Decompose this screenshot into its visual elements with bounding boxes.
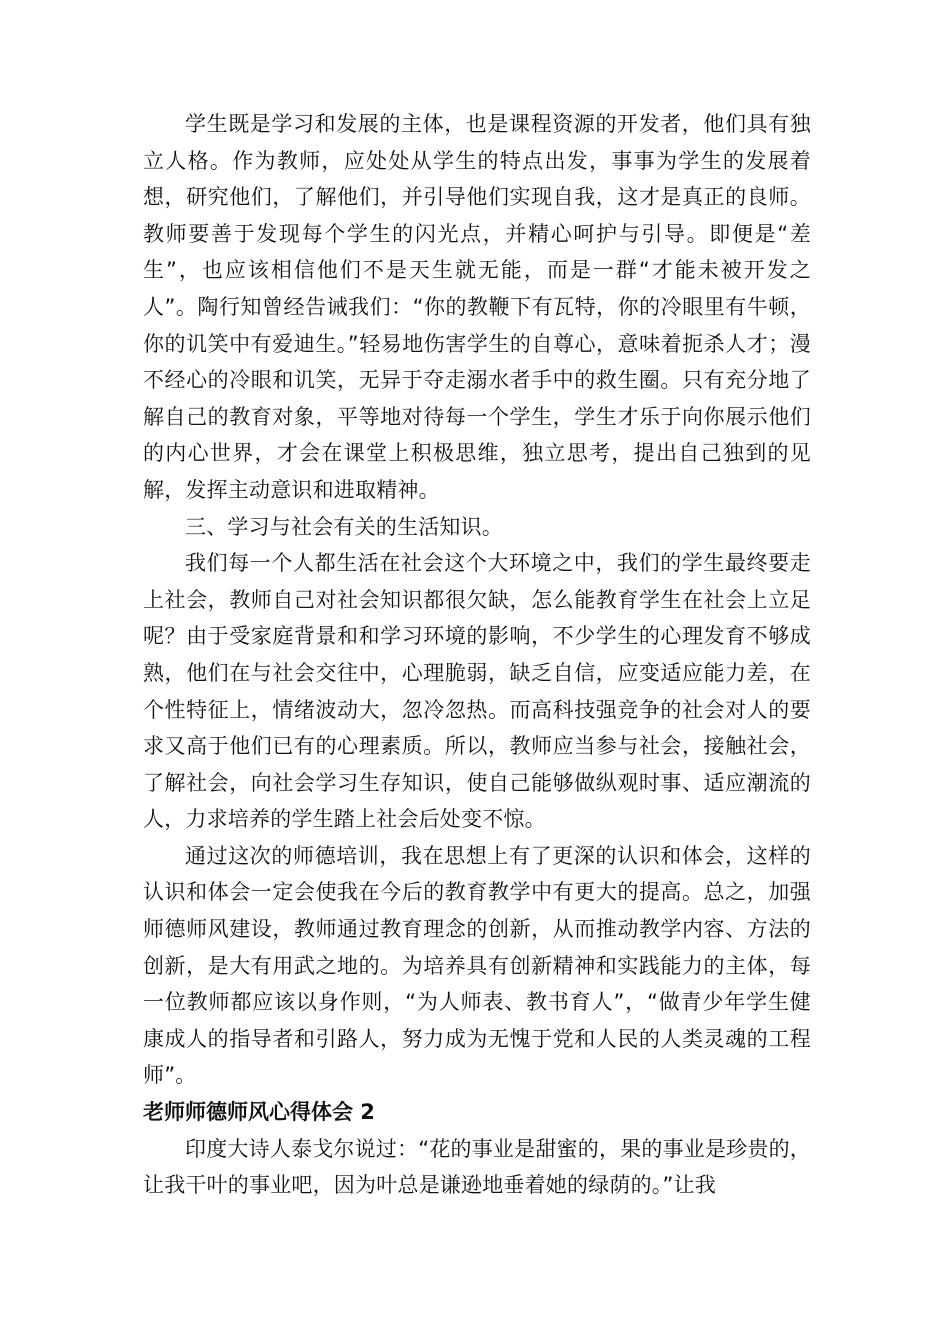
section-heading-social-knowledge: 三、学习与社会有关的生活知识。 <box>185 514 503 539</box>
paragraph-tagore-quote: 印度大诗人泰戈尔说过：“花的事业是甜蜜的，果的事业是珍贵的，让我干叶的事业吧，因为叶总是谦逊地垂着她的绿荫的。”让我 <box>143 1136 811 1198</box>
paragraph-training-summary: 通过这次的师德培训，我在思想上有了更深的认识和体会，这样的认识和体会一定会使我在今后的教育教学中有更大的提高。总之，加强师德师风建设，教师通过教育理念的创新，从而推动教学内容、方法的创新，是大有用武之地的。为培养具有创新精神和实践能力的主体，每一位教师都应该以身作则，“为人师表、教书育人”，“做青少年学生健康成人的指导者和引路人，努力成为无愧于党和人民的人类灵魂的工程师”。 <box>143 843 811 1088</box>
article-heading: 老师师德师风心得体会 2 <box>143 1100 375 1125</box>
paragraph-social-environment: 我们每一个人都生活在社会这个大环境之中，我们的学生最终要走上社会，教师自己对社会知识都很欠缺，怎么能教育学生在社会上立足呢？由于受家庭背景和和学习环境的影响，不少学生的心理发育不够成熟，他们在与社会交往中，心理脆弱，缺乏自信，应变适应能力差，在个性特征上，情绪波动大，忽冷忽热。而高科技强竞争的社会对人的要求又高于他们已有的心理素质。所以，教师应当参与社会，接触社会，了解社会，向社会学习生存知识，使自己能够做纵观时事、适应潮流的人，力求培养的学生踏上社会后处变不惊。 <box>143 551 811 832</box>
paragraph-student-subject: 学生既是学习和发展的主体，也是课程资源的开发者，他们具有独立人格。作为教师，应处处从学生的特点出发，事事为学生的发展着想，研究他们，了解他们，并引导他们实现自我，这才是真正的良师。教师要善于发现每个学生的闪光点，并精心呵护与引导。即便是“差生”，也应该相信他们不是天生就无能，而是一群“才能未被开发之人”。陶行知曾经告诫我们：“你的教鞭下有瓦特，你的冷眼里有牛顿，你的讥笑中有爱迪生。”轻易地伤害学生的自尊心，意味着扼杀人才；漫不经心的冷眼和讥笑，无异于夺走溺水者手中的救生圈。只有充分地了解自己的教育对象，平等地对待每一个学生，学生才乐于向你展示他们的内心世界，才会在课堂上积极思维，独立思考，提出自己独到的见解，发挥主动意识和进取精神。 <box>143 112 811 502</box>
document-body <box>143 106 811 1204</box>
